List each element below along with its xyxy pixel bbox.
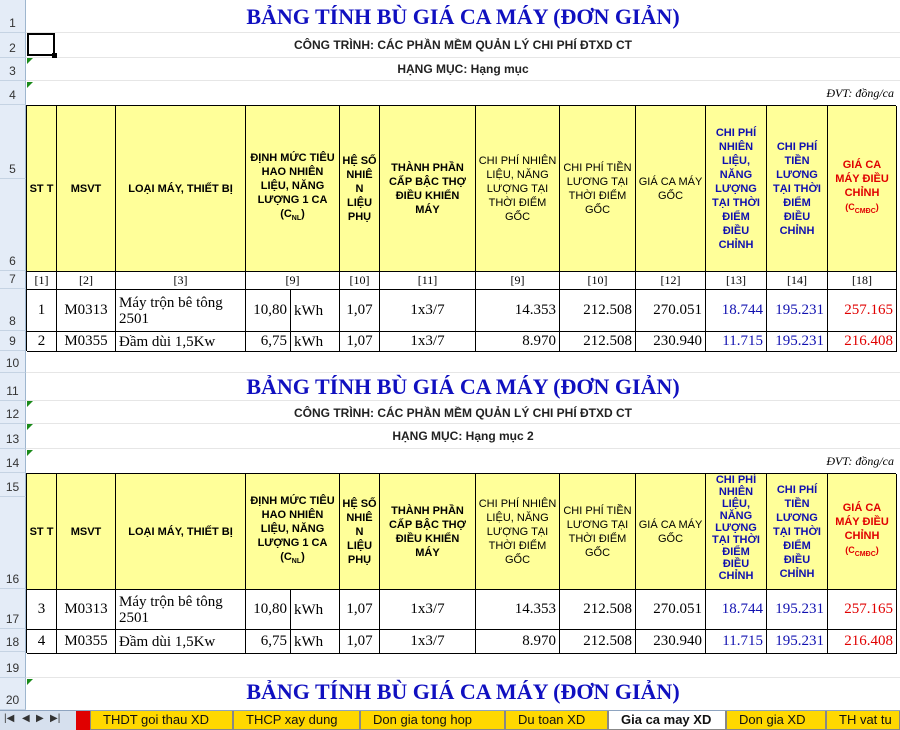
ref-cell: [11] bbox=[380, 272, 476, 290]
row-header[interactable]: 12 bbox=[0, 401, 26, 424]
ref-cell: [3] bbox=[116, 272, 246, 290]
cell-nl-dc[interactable]: 18.744 bbox=[706, 590, 767, 630]
cell-dm[interactable]: 10,80 bbox=[246, 290, 291, 332]
ref-cell: [10] bbox=[560, 272, 636, 290]
cell-hs[interactable]: 1,07 bbox=[340, 630, 380, 654]
gridline bbox=[26, 400, 900, 401]
sheet-title: BẢNG TÍNH BÙ GIÁ CA MÁY (ĐƠN GIẢN) bbox=[246, 374, 680, 399]
table-block-1 bbox=[26, 105, 896, 351]
cell-gcm-goc[interactable]: 270.051 bbox=[636, 590, 706, 630]
header-dinh-muc-close: ) bbox=[301, 207, 305, 220]
gridline bbox=[26, 32, 900, 33]
row-header[interactable]: 19 bbox=[0, 652, 26, 678]
ref-cell: [18] bbox=[828, 272, 897, 290]
gridline bbox=[26, 448, 900, 449]
first-sheet-icon[interactable]: |◀ bbox=[4, 713, 15, 724]
ref-cell: [13] bbox=[706, 272, 767, 290]
header-gia-ca-may-dc-close: ) bbox=[875, 544, 879, 555]
cell-gcm-goc[interactable]: 270.051 bbox=[636, 290, 706, 332]
tab-color-marker bbox=[76, 711, 90, 730]
project-line: CÔNG TRÌNH: CÁC PHẦN MỀM QUẢN LÝ CHI PHÍ ĐTXD CT bbox=[294, 406, 632, 420]
header-dinh-muc bbox=[246, 474, 340, 590]
cell-dm-unit[interactable]: kWh bbox=[291, 590, 340, 630]
header-cp-tien-luong-goc: CHI PHÍ TIỀN LƯƠNG TẠI THỜI ĐIỂM GỐC bbox=[560, 474, 636, 590]
tab-don-gia-xd[interactable]: Don gia XD bbox=[726, 711, 826, 730]
header-gia-ca-may-dc-close: ) bbox=[875, 201, 879, 212]
header-dinh-muc-text: ĐỊNH MỨC TIÊU HAO NHIÊN LIỆU, NĂNG LƯỢNG 1 CA (C bbox=[250, 151, 335, 220]
prev-sheet-icon[interactable]: ◀ bbox=[22, 713, 30, 724]
header-cp-nhien-lieu-goc: CHI PHÍ NHIÊN LIỆU, NĂNG LƯỢNG TẠI THỜI ĐIỂM GỐC bbox=[476, 474, 560, 590]
row-header[interactable]: 4 bbox=[0, 81, 26, 105]
category-line: HẠNG MỤC: Hạng mục bbox=[397, 62, 529, 76]
unit-label: ĐVT: đồng/ca bbox=[826, 454, 894, 468]
cell-nl-dc[interactable]: 18.744 bbox=[706, 290, 767, 332]
cell-dm[interactable]: 10,80 bbox=[246, 590, 291, 630]
row-header[interactable]: 18 bbox=[0, 629, 26, 652]
cell-nl-goc[interactable]: 8.970 bbox=[476, 332, 560, 352]
row-header[interactable]: 2 bbox=[0, 33, 26, 58]
cell-hs[interactable]: 1,07 bbox=[340, 590, 380, 630]
gridline bbox=[26, 57, 900, 58]
ref-cell: [14] bbox=[767, 272, 828, 290]
cell-name[interactable]: Máy trộn bê tông 2501 bbox=[116, 290, 246, 332]
row-header[interactable]: 5 bbox=[0, 105, 26, 179]
cell-name[interactable]: Máy trộn bê tông 2501 bbox=[116, 590, 246, 630]
header-he-so: HỆ SỐ NHIÊ N LIỆU PHỤ bbox=[340, 106, 380, 272]
header-cp-tien-luong-goc: CHI PHÍ TIỀN LƯƠNG TẠI THỜI ĐIỂM GỐC bbox=[560, 106, 636, 272]
row-header[interactable]: 15 bbox=[0, 473, 26, 497]
sheet-title: BẢNG TÍNH BÙ GIÁ CA MÁY (ĐƠN GIẢN) bbox=[246, 4, 680, 29]
header-gia-ca-may-goc: GIÁ CA MÁY GỐC bbox=[636, 106, 706, 272]
header-stt: ST T bbox=[27, 106, 57, 272]
gridline bbox=[26, 372, 900, 373]
cell-tl-goc[interactable]: 212.508 bbox=[560, 332, 636, 352]
header-dinh-muc-close: ) bbox=[301, 550, 305, 563]
header-cp-nhien-lieu-goc: CHI PHÍ NHIÊN LIỆU, NĂNG LƯỢNG TẠI THỜI ĐIỂM GỐC bbox=[476, 106, 560, 272]
cell-gcm-dc[interactable]: 216.408 bbox=[828, 332, 897, 352]
cell-gcm-goc[interactable]: 230.940 bbox=[636, 630, 706, 654]
cell-stt[interactable]: 1 bbox=[27, 290, 57, 332]
row-header[interactable]: 17 bbox=[0, 589, 26, 629]
cell-nl-goc[interactable]: 8.970 bbox=[476, 630, 560, 654]
header-cp-tien-luong-dc: CHI PHÍ TIỀN LƯƠNG TẠI THỜI ĐIỂM ĐIỀU CHỈNH bbox=[767, 474, 828, 590]
cell-stt[interactable]: 4 bbox=[27, 630, 57, 654]
header-cp-nhien-lieu-dc: CHI PHÍ NHIÊN LIỆU, NĂNG LƯỢNG TẠI THỜI ĐIỂM ĐIỀU CHỈNH bbox=[706, 106, 767, 272]
cell-gcm-dc[interactable]: 257.165 bbox=[828, 290, 897, 332]
sheet-tab-bar bbox=[0, 710, 900, 730]
cell-nl-goc[interactable]: 14.353 bbox=[476, 590, 560, 630]
ref-cell: [9] bbox=[476, 272, 560, 290]
header-gia-ca-may-dc-sub: CMĐC bbox=[854, 551, 876, 559]
cell-gcm-dc[interactable]: 257.165 bbox=[828, 590, 897, 630]
cell-tl-dc[interactable]: 195.231 bbox=[767, 590, 828, 630]
error-indicator-icon bbox=[27, 450, 33, 456]
header-stt: ST T bbox=[27, 474, 57, 590]
cell-dm-unit[interactable]: kWh bbox=[291, 630, 340, 654]
cell-dm-unit[interactable]: kWh bbox=[291, 332, 340, 352]
ref-cell: [10] bbox=[340, 272, 380, 290]
cell-gcm-dc[interactable]: 216.408 bbox=[828, 630, 897, 654]
cell-tp[interactable]: 1x3/7 bbox=[380, 290, 476, 332]
row-header[interactable]: 1 bbox=[0, 0, 26, 33]
cell-hs[interactable]: 1,07 bbox=[340, 332, 380, 352]
row-header[interactable]: 6 bbox=[0, 179, 26, 271]
tab-thdt-goi-thau-xd[interactable]: THDT goi thau XD bbox=[90, 711, 233, 730]
row-header[interactable]: 14 bbox=[0, 449, 26, 473]
header-loai-may: LOẠI MÁY, THIẾT BỊ bbox=[116, 106, 246, 272]
cell-nl-dc[interactable]: 11.715 bbox=[706, 630, 767, 654]
cell-tp[interactable]: 1x3/7 bbox=[380, 630, 476, 654]
unit-label: ĐVT: đồng/ca bbox=[826, 86, 894, 100]
cell-hs[interactable]: 1,07 bbox=[340, 290, 380, 332]
project-line: CÔNG TRÌNH: CÁC PHẦN MỀM QUẢN LÝ CHI PHÍ ĐTXD CT bbox=[294, 38, 632, 52]
row-header[interactable]: 20 bbox=[0, 678, 26, 710]
header-msvt: MSVT bbox=[57, 106, 116, 272]
cell-gcm-goc[interactable]: 230.940 bbox=[636, 332, 706, 352]
gridline bbox=[26, 423, 900, 424]
header-msvt: MSVT bbox=[57, 474, 116, 590]
cell-dm[interactable]: 6,75 bbox=[246, 630, 291, 654]
header-thanh-phan: THÀNH PHẦN CẤP BẬC THỢ ĐIỀU KHIỂN MÁY bbox=[380, 474, 476, 590]
header-loai-may: LOẠI MÁY, THIẾT BỊ bbox=[116, 474, 246, 590]
header-dinh-muc-text: ĐỊNH MỨC TIÊU HAO NHIÊN LIỆU, NĂNG LƯỢNG 1 CA (C bbox=[250, 494, 335, 563]
header-dinh-muc bbox=[246, 106, 340, 272]
cell-tl-goc[interactable]: 212.508 bbox=[560, 590, 636, 630]
cell-dm[interactable]: 6,75 bbox=[246, 332, 291, 352]
cell-tl-goc[interactable]: 212.508 bbox=[560, 290, 636, 332]
tab-du-toan-xd[interactable]: Du toan XD bbox=[505, 711, 608, 730]
cell-stt[interactable]: 3 bbox=[27, 590, 57, 630]
header-gia-ca-may-dc-sym: (C bbox=[845, 544, 855, 555]
cell-msvt[interactable]: M0355 bbox=[57, 332, 116, 352]
gridline bbox=[26, 80, 900, 81]
cell-msvt[interactable]: M0313 bbox=[57, 590, 116, 630]
cell-nl-dc[interactable]: 11.715 bbox=[706, 332, 767, 352]
tab-gia-ca-may-xd[interactable]: Gia ca may XD bbox=[608, 711, 726, 730]
cell-tp[interactable]: 1x3/7 bbox=[380, 332, 476, 352]
ref-cell: [1] bbox=[27, 272, 57, 290]
tab-th-vat-tu[interactable]: TH vat tu bbox=[826, 711, 900, 730]
row-header[interactable]: 7 bbox=[0, 271, 26, 289]
cell-tl-dc[interactable]: 195.231 bbox=[767, 290, 828, 332]
table-block-2 bbox=[26, 473, 896, 653]
header-he-so: HỆ SỐ NHIÊ N LIỆU PHỤ bbox=[340, 474, 380, 590]
cell-tp[interactable]: 1x3/7 bbox=[380, 590, 476, 630]
header-thanh-phan: THÀNH PHẦN CẤP BẬC THỢ ĐIỀU KHIỂN MÁY bbox=[380, 106, 476, 272]
cell-name[interactable]: Đầm dùi 1,5Kw bbox=[116, 332, 246, 352]
header-dinh-muc-sub: NL bbox=[291, 558, 302, 566]
header-gia-ca-may-goc: GIÁ CA MÁY GỐC bbox=[636, 474, 706, 590]
cell-tl-goc[interactable]: 212.508 bbox=[560, 630, 636, 654]
last-sheet-icon[interactable]: ▶| bbox=[50, 713, 61, 724]
row-header[interactable]: 3 bbox=[0, 58, 26, 81]
next-sheet-icon[interactable]: ▶ bbox=[36, 713, 44, 724]
row-header[interactable]: 8 bbox=[0, 289, 26, 331]
gridline bbox=[26, 677, 900, 678]
ref-cell: [9] bbox=[246, 272, 340, 290]
header-cp-nhien-lieu-dc: CHI PHÍ NHIÊN LIỆU, NĂNG LƯỢNG TẠI THỜI ĐIỂM ĐIỀU CHỈNH bbox=[706, 474, 767, 590]
header-gia-ca-may-dc-text: GIÁ CA MÁY ĐIỀU CHỈNH bbox=[835, 158, 889, 199]
tab-thcp-xay-dung[interactable]: THCP xay dung bbox=[233, 711, 360, 730]
error-indicator-icon bbox=[27, 82, 33, 88]
row-header[interactable]: 10 bbox=[0, 351, 26, 373]
header-gia-ca-may-dc bbox=[828, 474, 897, 590]
header-gia-ca-may-dc-text: GIÁ CA MÁY ĐIỀU CHỈNH bbox=[835, 501, 889, 542]
cell-name[interactable]: Đầm dùi 1,5Kw bbox=[116, 630, 246, 654]
ref-cell: [12] bbox=[636, 272, 706, 290]
cell-stt[interactable]: 2 bbox=[27, 332, 57, 352]
row-header[interactable]: 16 bbox=[0, 497, 26, 589]
header-cp-tien-luong-dc: CHI PHÍ TIỀN LƯƠNG TẠI THỜI ĐIỂM ĐIỀU CHỈNH bbox=[767, 106, 828, 272]
row-header[interactable]: 13 bbox=[0, 424, 26, 449]
sheet-title: BẢNG TÍNH BÙ GIÁ CA MÁY (ĐƠN GIẢN) bbox=[246, 679, 680, 704]
header-gia-ca-may-dc-sub: CMĐC bbox=[854, 208, 876, 216]
row-header[interactable]: 9 bbox=[0, 331, 26, 351]
cell-msvt[interactable]: M0313 bbox=[57, 290, 116, 332]
ref-cell: [2] bbox=[57, 272, 116, 290]
cell-nl-goc[interactable]: 14.353 bbox=[476, 290, 560, 332]
header-gia-ca-may-dc-sym: (C bbox=[845, 201, 855, 212]
category-line: HẠNG MỤC: Hạng mục 2 bbox=[392, 429, 534, 443]
row-header[interactable]: 11 bbox=[0, 373, 26, 401]
cell-tl-dc[interactable]: 195.231 bbox=[767, 630, 828, 654]
cell-dm-unit[interactable]: kWh bbox=[291, 290, 340, 332]
tab-don-gia-tong-hop[interactable]: Don gia tong hop bbox=[360, 711, 505, 730]
cell-tl-dc[interactable]: 195.231 bbox=[767, 332, 828, 352]
header-dinh-muc-sub: NL bbox=[291, 215, 302, 223]
header-gia-ca-may-dc bbox=[828, 106, 897, 272]
cell-msvt[interactable]: M0355 bbox=[57, 630, 116, 654]
